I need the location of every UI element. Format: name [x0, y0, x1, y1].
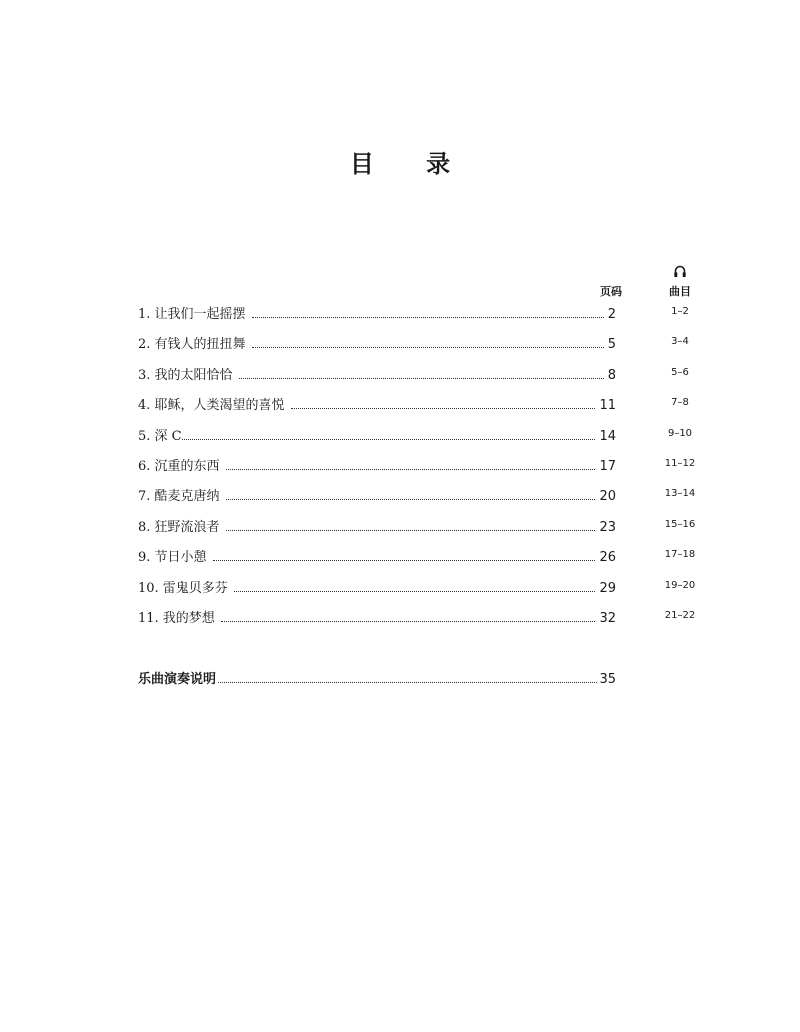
toc-entry[interactable]: [138, 425, 616, 445]
entry-title: 1. 让我们一起摇摆: [138, 307, 246, 322]
toc-entry[interactable]: [138, 303, 616, 323]
toc-entry[interactable]: [138, 455, 616, 475]
appendix-entry[interactable]: [138, 668, 616, 688]
entry-track-range: 5–6: [671, 367, 689, 378]
dot-leader: [213, 559, 596, 561]
entry-track-range: 3–4: [671, 336, 689, 347]
dot-leader: [226, 529, 596, 531]
toc-entry[interactable]: [138, 577, 616, 597]
dot-leader: [221, 620, 596, 622]
entry-title: 6. 沉重的东西: [138, 459, 220, 474]
dot-leader: [218, 681, 597, 683]
entry-page-number: 29: [599, 581, 616, 596]
entry-title: 8. 狂野流浪者: [138, 520, 220, 535]
toc-entry[interactable]: [138, 516, 616, 536]
entry-track-range: 13–14: [664, 488, 696, 499]
entry-page-number: 23: [599, 520, 616, 535]
track-column-header: 曲目: [669, 285, 691, 298]
entry-title: 7. 酷麦克唐纳: [138, 489, 220, 504]
page-column-header: 页码: [600, 285, 622, 298]
entry-page-number: 14: [599, 429, 616, 444]
entry-track-range: 15–16: [664, 519, 696, 530]
entry-page-number: 26: [599, 550, 616, 565]
entry-page-number: 8: [607, 368, 616, 383]
entry-page-number: 17: [599, 459, 616, 474]
dot-leader: [291, 407, 596, 409]
toc-entry[interactable]: [138, 485, 616, 505]
entry-track-range: 1–2: [671, 306, 689, 317]
dot-leader: [226, 498, 596, 500]
toc-entry[interactable]: [138, 364, 616, 384]
entry-track-range: 19–20: [664, 580, 696, 591]
dot-leader: [226, 468, 596, 470]
entry-page-number: 5: [607, 337, 616, 352]
dot-leader: [252, 316, 604, 318]
entry-title: 3. 我的太阳恰恰: [138, 368, 233, 383]
entry-track-range: 9–10: [667, 428, 693, 439]
entry-track-range: 7–8: [671, 397, 689, 408]
entry-page-number: 20: [599, 489, 616, 504]
appendix-title: 乐曲演奏说明: [138, 672, 217, 687]
entry-track-range: 11–12: [664, 458, 696, 469]
toc-entry[interactable]: [138, 333, 616, 353]
entry-title: 5. 深 C: [138, 429, 182, 444]
dot-leader: [182, 438, 596, 440]
entry-page-number: 11: [599, 398, 616, 413]
entry-page-number: 2: [607, 307, 616, 322]
dot-leader: [239, 377, 604, 379]
toc-entry[interactable]: [138, 546, 616, 566]
entry-title: 11. 我的梦想: [138, 611, 215, 626]
entry-track-range: 21–22: [664, 610, 696, 621]
dot-leader: [252, 346, 604, 348]
entry-title: 10. 雷鬼贝多芬: [138, 581, 228, 596]
dot-leader: [234, 590, 596, 592]
toc-entry[interactable]: [138, 607, 616, 627]
entry-title: 4. 耶稣，人类渴望的喜悦: [138, 398, 285, 413]
page-title: 目 录: [349, 150, 473, 178]
entry-track-range: 17–18: [664, 549, 696, 560]
entry-title: 9. 节日小憩: [138, 550, 207, 565]
headphones-icon: [673, 264, 687, 278]
appendix-page-number: 35: [599, 672, 616, 687]
entry-title: 2. 有钱人的扭扭舞: [138, 337, 246, 352]
toc-entry[interactable]: [138, 394, 616, 414]
entry-page-number: 32: [599, 611, 616, 626]
